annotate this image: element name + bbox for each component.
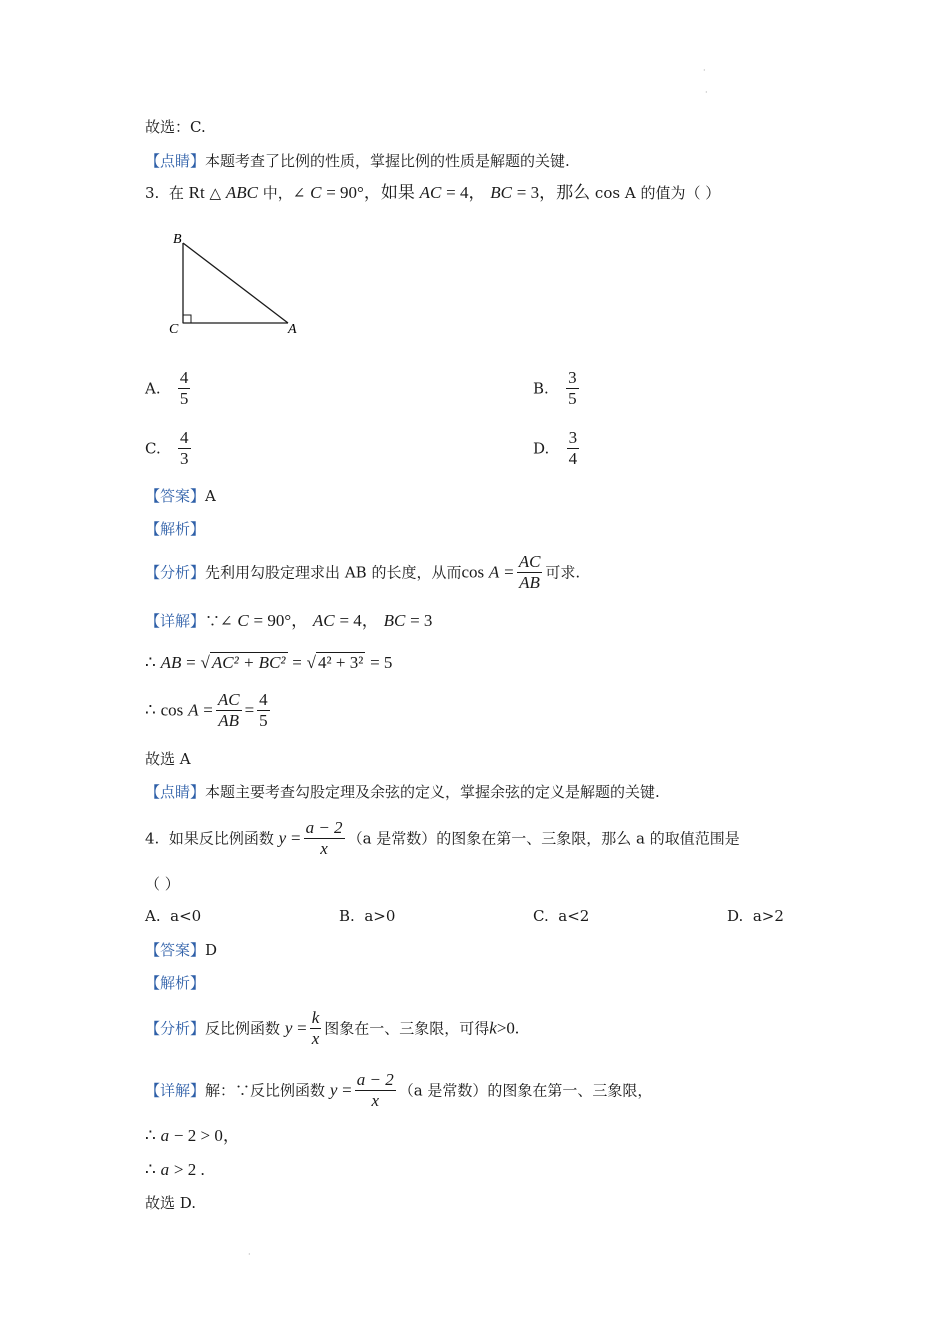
option-d-fraction: $\frac{3}{4}$ — [568, 428, 578, 468]
right-angle-mark — [183, 315, 191, 323]
comment-line: 【点睛】本题考查了比例的性质，掌握比例的性质是解题的关键. — [145, 152, 570, 170]
question-3: 3. 在 Rt △ ABC 中，∠ C = 90°，如果 AC = 4， BC = 3，那么 cos A 的值为（ ） — [145, 183, 721, 202]
analysis-line: 【分析】反比例函数 y = $\frac{k}{x}$ 图象在一、三象限，可得k>0. — [145, 1008, 520, 1048]
option-d[interactable]: D. a>2 — [727, 907, 784, 925]
answer-line: 【答案】D — [145, 941, 218, 959]
step-line: ∴ a > 2 . — [145, 1160, 205, 1179]
triangle-figure — [160, 225, 320, 345]
comment-line: 【点睛】本题主要考查勾股定理及余弦的定义，掌握余弦的定义是解题的关键. — [145, 783, 660, 801]
answer-tag: 【答案】 — [145, 487, 206, 505]
scan-dot: · — [703, 66, 706, 75]
option-b[interactable]: B. a>0 — [339, 907, 396, 925]
detail-line: 【详解】∵∠ C = 90°， AC = 4， BC = 3 — [145, 611, 433, 630]
vertex-c-label: C — [169, 322, 179, 337]
select-line: 故选 A — [145, 750, 191, 768]
option-c[interactable]: C. a<2 — [533, 907, 590, 925]
analysis-heading: 【解析】 — [145, 974, 206, 992]
conclusion-line: 故选：C. — [145, 118, 206, 136]
comment-tag: 【点睛】 — [145, 152, 206, 170]
function-fraction: $\frac{a - 2}{x}$ — [356, 1070, 394, 1110]
detail-line: 【详解】解：∵反比例函数 y = $\frac{a - 2}{x}$ （a 是常数）的图象在第一、三象限， — [145, 1070, 653, 1110]
scan-dot: · — [705, 88, 708, 97]
scan-dot: · — [248, 1250, 251, 1259]
sqrt-sign: √ — [306, 653, 317, 672]
function-fraction: $\frac{a - 2}{x}$ — [305, 818, 343, 858]
cos-fraction: $\frac{AC}{AB}$ — [518, 552, 541, 592]
vertex-a-label: A — [288, 322, 297, 337]
option-b-fraction: $\frac{3}{5}$ — [568, 368, 577, 408]
analysis-heading: 【解析】 — [145, 520, 206, 538]
option-b[interactable]: B. $\frac{3}{5}$ — [533, 368, 577, 408]
select-line: 故选 D. — [145, 1194, 197, 1212]
question-4-paren: （ ） — [145, 875, 180, 893]
cos-result-line: ∴ cos A = $\frac{AC}{AB}$ = $\frac{4}{5}$ — [145, 690, 268, 730]
option-a[interactable]: A. $\frac{4}{5}$ — [145, 368, 189, 408]
side-ab — [183, 243, 288, 323]
cos-fraction: $\frac{AC}{AB}$ — [217, 690, 240, 730]
result-fraction: $\frac{4}{5}$ — [259, 690, 268, 730]
option-a[interactable]: A. a<0 — [145, 907, 202, 925]
sqrt-sign: √ — [200, 653, 210, 672]
analysis-line: 【分析】先利用勾股定理求出 AB 的长度，从而cos A = $\frac{AC}{AB}$ 可求. — [145, 552, 581, 592]
question-4: 4. 如果反比例函数 y = $\frac{a - 2}{x}$ （a 是常数）的图象在第一、三象限，那么 a 的取值范围是 — [145, 818, 740, 858]
option-d[interactable]: D. $\frac{3}{4}$ — [533, 428, 578, 468]
function-fraction: $\frac{k}{x}$ — [311, 1008, 320, 1048]
option-c[interactable]: C. $\frac{4}{3}$ — [145, 428, 189, 468]
option-a-fraction: $\frac{4}{5}$ — [179, 368, 189, 408]
answer-line: 【答案】A — [145, 487, 216, 505]
step-line: ∴ a − 2 > 0， — [145, 1126, 240, 1145]
vertex-b-label: B — [173, 232, 182, 247]
ab-length-line: ∴ AB = √ AC² + BC² = √ 4² + 3² = 5 — [145, 653, 393, 672]
option-c-fraction: $\frac{4}{3}$ — [180, 428, 189, 468]
